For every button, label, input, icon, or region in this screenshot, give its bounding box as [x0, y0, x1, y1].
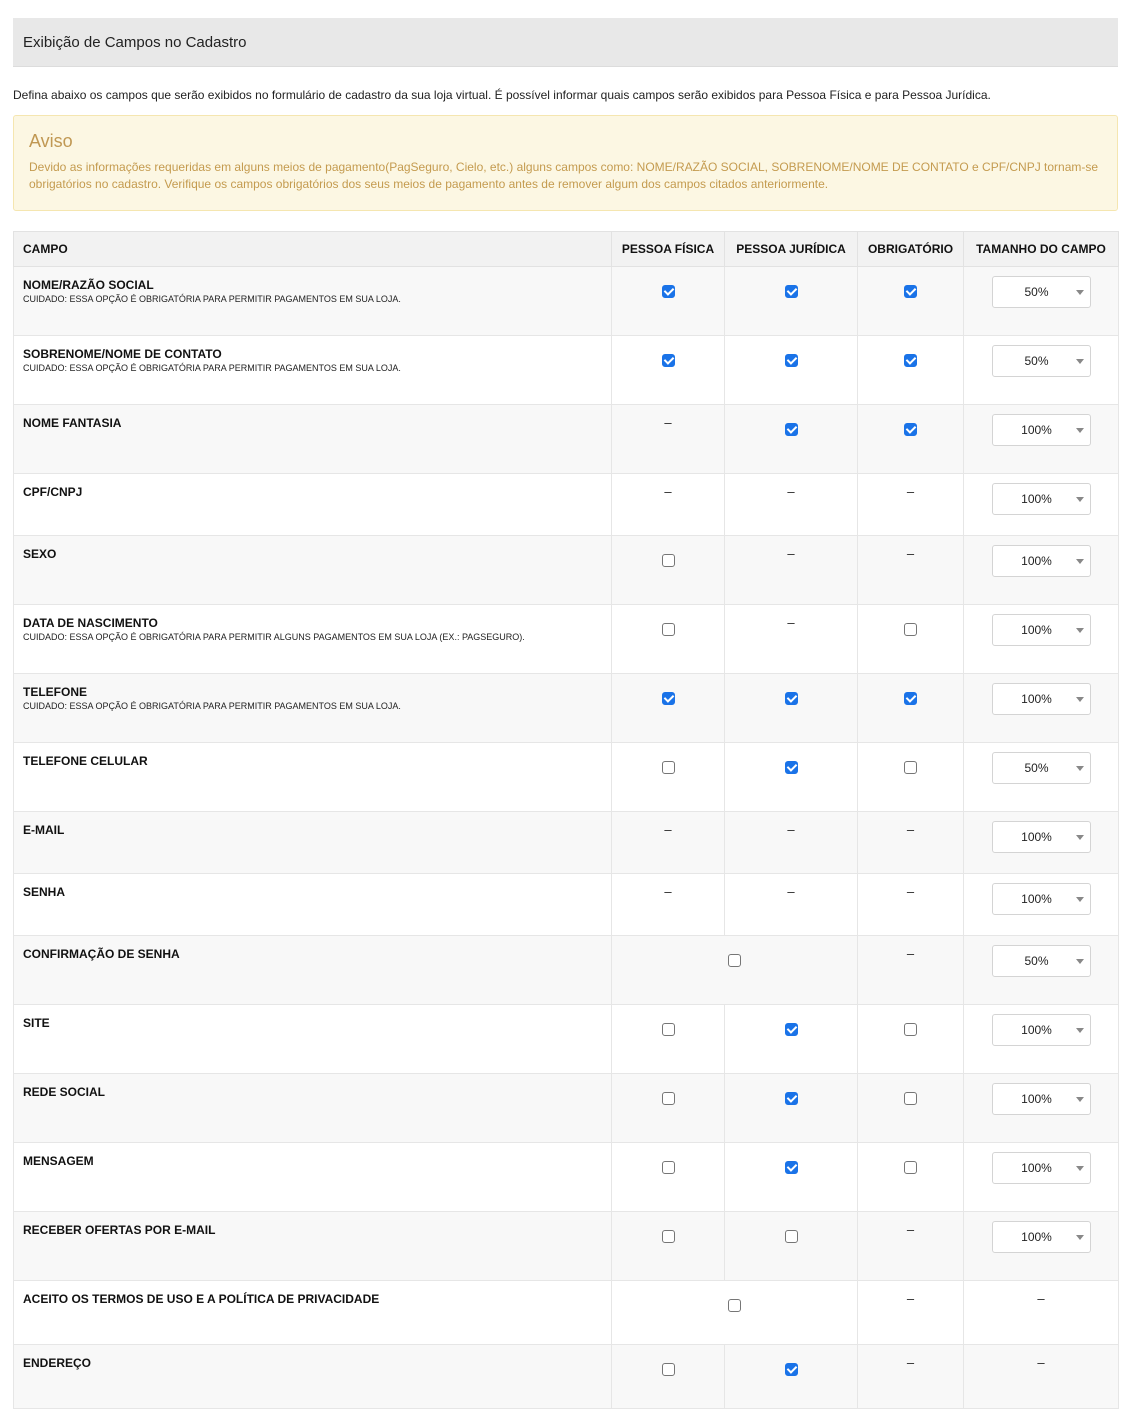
- table-row: [14, 405, 1119, 474]
- chevron-down-icon: [1076, 428, 1084, 433]
- cell-pessoa-juridica: [725, 605, 858, 674]
- cell-obrigatorio: [858, 674, 964, 743]
- cell-pessoa-fisica-juridica: [612, 936, 858, 1005]
- field-size-value: 100%: [1021, 554, 1052, 568]
- pessoa-juridica-checkbox[interactable]: [785, 1363, 798, 1376]
- chevron-down-icon: [1076, 1028, 1084, 1033]
- pessoa-fisica-checkbox[interactable]: [662, 623, 675, 636]
- header-pessoa-juridica: PESSOA JURÍDICA: [725, 232, 858, 267]
- dash-indicator: –: [906, 822, 915, 837]
- cell-pessoa-juridica: [725, 874, 858, 936]
- dash-indicator: –: [906, 546, 915, 561]
- cell-campo: [14, 743, 612, 812]
- dash-indicator: –: [787, 822, 795, 837]
- cell-pessoa-juridica: [725, 674, 858, 743]
- field-name: ENDEREÇO: [23, 1356, 92, 1370]
- field-name: CPF/CNPJ: [23, 485, 83, 499]
- cell-pessoa-juridica: [725, 812, 858, 874]
- dash-indicator: –: [906, 1355, 915, 1370]
- dash-indicator: –: [787, 615, 795, 630]
- chevron-down-icon: [1076, 897, 1084, 902]
- dash-indicator: –: [906, 946, 915, 961]
- cell-campo: [14, 336, 612, 405]
- cell-pessoa-juridica: [725, 536, 858, 605]
- obrigatorio-checkbox[interactable]: [904, 623, 917, 636]
- cell-tamanho: [964, 1281, 1119, 1345]
- page-title: Exibição de Campos no Cadastro: [23, 33, 247, 51]
- cell-pessoa-juridica: [725, 1074, 858, 1143]
- obrigatorio-checkbox[interactable]: [904, 354, 917, 367]
- field-size-select[interactable]: [992, 683, 1091, 715]
- cell-campo: [14, 405, 612, 474]
- table-row: [14, 1005, 1119, 1074]
- cell-tamanho: [964, 743, 1119, 812]
- field-size-select[interactable]: [992, 614, 1091, 646]
- chevron-down-icon: [1076, 559, 1084, 564]
- field-size-value: 100%: [1021, 1230, 1052, 1244]
- field-name: SEXO: [23, 547, 57, 561]
- table-body: [14, 267, 1119, 1409]
- cell-obrigatorio: [858, 536, 964, 605]
- cell-pessoa-fisica: [612, 267, 725, 336]
- chevron-down-icon: [1076, 959, 1084, 964]
- field-size-select[interactable]: [992, 1083, 1091, 1115]
- cell-obrigatorio: [858, 812, 964, 874]
- pessoa-fisica-checkbox[interactable]: [662, 1161, 675, 1174]
- obrigatorio-checkbox[interactable]: [904, 285, 917, 298]
- dash-indicator: –: [664, 884, 672, 899]
- cell-pessoa-juridica: [725, 267, 858, 336]
- cell-campo: [14, 267, 612, 336]
- cell-tamanho: [964, 605, 1119, 674]
- table-row: [14, 336, 1119, 405]
- pessoa-juridica-checkbox[interactable]: [785, 354, 798, 367]
- cell-obrigatorio: [858, 474, 964, 536]
- cell-campo: [14, 812, 612, 874]
- header-pessoa-fisica: PESSOA FÍSICA: [612, 232, 725, 267]
- pessoa-juridica-checkbox[interactable]: [785, 1161, 798, 1174]
- field-size-value: 100%: [1021, 492, 1052, 506]
- cell-tamanho: [964, 1074, 1119, 1143]
- cell-pessoa-fisica: [612, 743, 725, 812]
- cell-tamanho: [964, 674, 1119, 743]
- field-warning-note: CUIDADO: ESSA OPÇÃO É OBRIGATÓRIA PARA PERMITIR ALGUNS PAGAMENTOS EM SUA LOJA (EX.: PAGSEGURO).: [23, 632, 525, 642]
- field-size-select[interactable]: [992, 545, 1091, 577]
- field-size-select[interactable]: [992, 945, 1091, 977]
- cell-pessoa-juridica: [725, 1005, 858, 1074]
- cell-pessoa-fisica: [612, 474, 725, 536]
- field-size-select[interactable]: [992, 414, 1091, 446]
- header-obrigatorio: OBRIGATÓRIO: [858, 232, 964, 267]
- field-size-value: 50%: [1024, 954, 1049, 968]
- warning-alert: [13, 115, 1118, 211]
- cell-campo: [14, 474, 612, 536]
- pessoa-fisica-checkbox[interactable]: [662, 1363, 675, 1376]
- cell-obrigatorio: [858, 743, 964, 812]
- table-row: [14, 1074, 1119, 1143]
- cell-obrigatorio: [858, 336, 964, 405]
- cell-tamanho: [964, 474, 1119, 536]
- pessoa-fisica-checkbox[interactable]: [662, 354, 675, 367]
- field-warning-note: CUIDADO: ESSA OPÇÃO É OBRIGATÓRIA PARA PERMITIR PAGAMENTOS EM SUA LOJA.: [23, 363, 401, 373]
- obrigatorio-checkbox[interactable]: [904, 761, 917, 774]
- table-row: [14, 874, 1119, 936]
- cell-pessoa-juridica: [725, 336, 858, 405]
- field-size-select[interactable]: [992, 821, 1091, 853]
- table-row: [14, 674, 1119, 743]
- cell-pessoa-fisica: [612, 674, 725, 743]
- header-tamanho: TAMANHO DO CAMPO: [964, 232, 1119, 267]
- cell-tamanho: [964, 405, 1119, 474]
- cell-tamanho: [964, 812, 1119, 874]
- pessoa-fisica-juridica-checkbox[interactable]: [728, 1299, 741, 1312]
- cell-pessoa-juridica: [725, 405, 858, 474]
- field-name: ACEITO OS TERMOS DE USO E A POLÍTICA DE PRIVACIDADE: [23, 1292, 380, 1306]
- table-row: [14, 743, 1119, 812]
- chevron-down-icon: [1076, 359, 1084, 364]
- cell-tamanho: [964, 536, 1119, 605]
- cell-campo: [14, 936, 612, 1005]
- field-size-select[interactable]: [992, 883, 1091, 915]
- field-name: SOBRENOME/NOME DE CONTATO: [23, 347, 222, 361]
- field-warning-note: CUIDADO: ESSA OPÇÃO É OBRIGATÓRIA PARA PERMITIR PAGAMENTOS EM SUA LOJA.: [23, 701, 401, 711]
- dash-indicator: –: [906, 884, 915, 899]
- chevron-down-icon: [1076, 766, 1084, 771]
- cell-campo: [14, 605, 612, 674]
- field-size-value: 50%: [1024, 285, 1049, 299]
- cell-pessoa-fisica: [612, 812, 725, 874]
- cell-pessoa-juridica: [725, 743, 858, 812]
- cell-obrigatorio: [858, 1212, 964, 1281]
- dash-indicator: –: [1037, 1291, 1045, 1306]
- field-name: CONFIRMAÇÃO DE SENHA: [23, 947, 180, 961]
- field-name: REDE SOCIAL: [23, 1085, 106, 1099]
- dash-indicator: –: [787, 884, 795, 899]
- cell-obrigatorio: [858, 936, 964, 1005]
- cell-pessoa-juridica: [725, 1212, 858, 1281]
- cell-campo: [14, 674, 612, 743]
- pessoa-juridica-checkbox[interactable]: [785, 1230, 798, 1243]
- pessoa-juridica-checkbox[interactable]: [785, 1023, 798, 1036]
- cell-pessoa-fisica: [612, 405, 725, 474]
- dash-indicator: –: [787, 546, 795, 561]
- table-row: [14, 936, 1119, 1005]
- dash-indicator: –: [906, 484, 915, 499]
- cell-obrigatorio: [858, 605, 964, 674]
- obrigatorio-checkbox[interactable]: [904, 1092, 917, 1105]
- pessoa-fisica-checkbox[interactable]: [662, 761, 675, 774]
- cell-tamanho: [964, 1212, 1119, 1281]
- cell-tamanho: [964, 1345, 1119, 1409]
- cell-obrigatorio: [858, 874, 964, 936]
- chevron-down-icon: [1076, 290, 1084, 295]
- pessoa-juridica-checkbox[interactable]: [785, 1092, 798, 1105]
- cell-pessoa-fisica: [612, 536, 725, 605]
- field-size-value: 100%: [1021, 1161, 1052, 1175]
- field-name: NOME FANTASIA: [23, 416, 122, 430]
- field-size-value: 100%: [1021, 830, 1052, 844]
- field-name: DATA DE NASCIMENTO: [23, 616, 158, 630]
- cell-tamanho: [964, 267, 1119, 336]
- field-size-value: 100%: [1021, 623, 1052, 637]
- field-size-value: 100%: [1021, 1092, 1052, 1106]
- dash-indicator: –: [787, 484, 795, 499]
- cell-campo: [14, 1345, 612, 1409]
- pessoa-juridica-checkbox[interactable]: [785, 285, 798, 298]
- cell-obrigatorio: [858, 267, 964, 336]
- chevron-down-icon: [1076, 1166, 1084, 1171]
- pessoa-juridica-checkbox[interactable]: [785, 692, 798, 705]
- cell-pessoa-fisica: [612, 1212, 725, 1281]
- header-campo: CAMPO: [14, 232, 612, 267]
- cell-tamanho: [964, 936, 1119, 1005]
- pessoa-fisica-juridica-checkbox[interactable]: [728, 954, 741, 967]
- field-name: TELEFONE CELULAR: [23, 754, 148, 768]
- cell-pessoa-fisica: [612, 874, 725, 936]
- field-size-value: 100%: [1021, 692, 1052, 706]
- chevron-down-icon: [1076, 1235, 1084, 1240]
- fields-table: [13, 231, 1119, 1409]
- field-size-select[interactable]: [992, 1152, 1091, 1184]
- table-row: [14, 1281, 1119, 1345]
- field-name: SENHA: [23, 885, 66, 899]
- cell-tamanho: [964, 336, 1119, 405]
- chevron-down-icon: [1076, 697, 1084, 702]
- chevron-down-icon: [1076, 497, 1084, 502]
- cell-tamanho: [964, 874, 1119, 936]
- field-name: MENSAGEM: [23, 1154, 94, 1168]
- field-size-select[interactable]: [992, 1014, 1091, 1046]
- cell-pessoa-juridica: [725, 1345, 858, 1409]
- section-header: [13, 18, 1118, 67]
- cell-tamanho: [964, 1005, 1119, 1074]
- field-size-select[interactable]: [992, 276, 1091, 308]
- dash-indicator: –: [906, 1291, 915, 1306]
- cell-obrigatorio: [858, 1074, 964, 1143]
- dash-indicator: –: [1037, 1355, 1045, 1370]
- field-name: TELEFONE: [23, 685, 88, 699]
- pessoa-fisica-checkbox[interactable]: [662, 1023, 675, 1036]
- field-name: SITE: [23, 1016, 50, 1030]
- cell-pessoa-fisica: [612, 1074, 725, 1143]
- obrigatorio-checkbox[interactable]: [904, 1161, 917, 1174]
- obrigatorio-checkbox[interactable]: [904, 1023, 917, 1036]
- dash-indicator: –: [906, 1222, 915, 1237]
- cell-pessoa-fisica: [612, 336, 725, 405]
- pessoa-juridica-checkbox[interactable]: [785, 761, 798, 774]
- cell-campo: [14, 1074, 612, 1143]
- table-row: [14, 1212, 1119, 1281]
- cell-campo: [14, 1281, 612, 1345]
- cell-obrigatorio: [858, 405, 964, 474]
- field-size-value: 50%: [1024, 761, 1049, 775]
- table-header-row: [14, 232, 1119, 267]
- cell-pessoa-fisica: [612, 1345, 725, 1409]
- pessoa-fisica-checkbox[interactable]: [662, 1230, 675, 1243]
- cell-obrigatorio: [858, 1345, 964, 1409]
- chevron-down-icon: [1076, 628, 1084, 633]
- field-size-select[interactable]: [992, 752, 1091, 784]
- table-row: [14, 536, 1119, 605]
- cell-pessoa-fisica: [612, 605, 725, 674]
- obrigatorio-checkbox[interactable]: [904, 692, 917, 705]
- table-row: [14, 1345, 1119, 1409]
- chevron-down-icon: [1076, 835, 1084, 840]
- field-size-select[interactable]: [992, 345, 1091, 377]
- pessoa-fisica-checkbox[interactable]: [662, 1092, 675, 1105]
- table-row: [14, 605, 1119, 674]
- field-size-value: 100%: [1021, 1023, 1052, 1037]
- chevron-down-icon: [1076, 1097, 1084, 1102]
- cell-obrigatorio: [858, 1281, 964, 1345]
- field-name: NOME/RAZÃO SOCIAL: [23, 278, 154, 292]
- dash-indicator: –: [664, 822, 672, 837]
- page: [13, 18, 1118, 1409]
- cell-campo: [14, 874, 612, 936]
- cell-campo: [14, 1005, 612, 1074]
- cell-obrigatorio: [858, 1005, 964, 1074]
- pessoa-fisica-checkbox[interactable]: [662, 285, 675, 298]
- obrigatorio-checkbox[interactable]: [904, 423, 917, 436]
- pessoa-fisica-checkbox[interactable]: [662, 692, 675, 705]
- field-warning-note: CUIDADO: ESSA OPÇÃO É OBRIGATÓRIA PARA PERMITIR PAGAMENTOS EM SUA LOJA.: [23, 294, 401, 304]
- field-size-value: 50%: [1024, 354, 1049, 368]
- cell-pessoa-fisica: [612, 1005, 725, 1074]
- alert-title: Aviso: [29, 131, 73, 151]
- table-row: [14, 474, 1119, 536]
- dash-indicator: –: [664, 415, 672, 430]
- table-row: [14, 812, 1119, 874]
- field-size-select[interactable]: [992, 1221, 1091, 1253]
- field-name: E-MAIL: [23, 823, 65, 837]
- field-name: RECEBER OFERTAS POR E-MAIL: [23, 1223, 216, 1237]
- dash-indicator: –: [664, 484, 672, 499]
- field-size-value: 100%: [1021, 423, 1052, 437]
- pessoa-juridica-checkbox[interactable]: [785, 423, 798, 436]
- field-size-value: 100%: [1021, 892, 1052, 906]
- alert-text: Devido as informações requeridas em alguns meios de pagamento(PagSeguro, Cielo, etc.) alguns campos como: NOME/RAZÃO SOCIAL, SOBRENOME/NOME DE CONTATO e CPF/CNPJ tornam-se obrigatórios no cadastro. Verifique os campos obrigatórios dos seus meios de pagamento antes de remover algum dos campos citados anteriormente.: [29, 160, 1099, 191]
- cell-pessoa-juridica: [725, 474, 858, 536]
- page-description: Defina abaixo os campos que serão exibidos no formulário de cadastro da sua loja virtual. É possível informar quais campos serão exibidos para Pessoa Física e para Pessoa Jurídica.: [13, 88, 991, 102]
- cell-campo: [14, 1212, 612, 1281]
- pessoa-fisica-checkbox[interactable]: [662, 554, 675, 567]
- cell-pessoa-fisica-juridica: [612, 1281, 858, 1345]
- field-size-select[interactable]: [992, 483, 1091, 515]
- table-row: [14, 267, 1119, 336]
- cell-campo: [14, 536, 612, 605]
